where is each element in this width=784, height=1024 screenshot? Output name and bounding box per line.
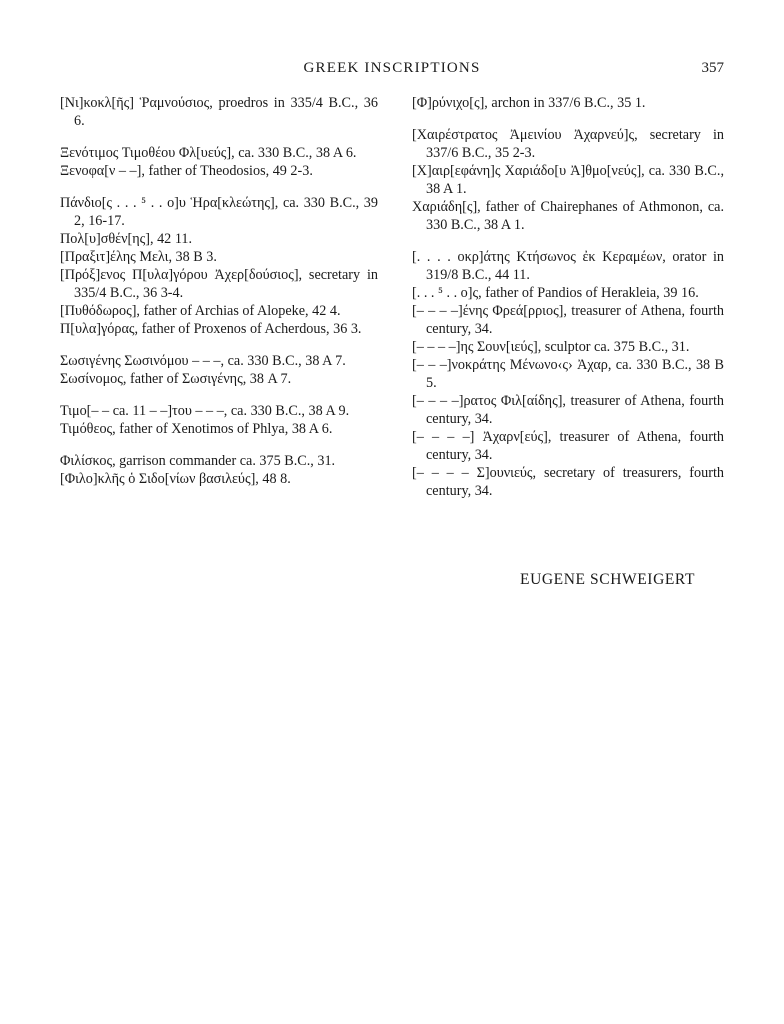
index-entry: [– – – – Σ]ουνιεύς, secretary of treasurers, fourth century, 34. [412,465,724,499]
index-entry: Τιμόθεος, father of Xenotimos of Phlya, 38 A 6. [60,421,333,437]
index-entry: [Πρόξ]ενος Π[υλα]γόρου Ἀχερ[δούσιος], secretary in 335/4 B.C., 36 3-4. [60,267,378,301]
index-entry: Πολ[υ]σθέν[ης], 42 11. [60,231,193,247]
running-title: GREEK INSCRIPTIONS [303,60,481,76]
index-entry: [. . . . οκρ]άτης Κτήσωνος ἐκ Κεραμέων, orator in 319/8 B.C., 44 11. [412,249,724,283]
index-entry: [– – – –] Ἀχαρν[εύς], treasurer of Athena, fourth century, 34. [412,429,724,463]
index-entry: [– – – –]ης Σουν[ιεύς], sculptor ca. 375 B.C., 31. [412,339,690,355]
index-entry: [Χαιρέστρατος Ἀμεινίου Ἀχαρνεύ]ς, secretary in 337/6 B.C., 35 2-3. [412,127,724,161]
index-entry: [– – –]νοκράτης Μένωνο‹ς› Ἀχαρ, ca. 330 B.C., 38 B 5. [412,357,724,391]
index-entry: Π[υλα]γόρας, father of Proxenos of Acherdous, 36 3. [60,321,362,337]
index-entry: Πάνδιο[ς . . . ⁵ . . ο]υ Ἡρα[κλεώτης], ca. 330 B.C., 39 2, 16-17. [60,195,378,229]
index-entry: Σωσίνομος, father of Σωσιγένης, 38 A 7. [60,371,292,387]
index-entry: [Πραξιτ]έλης Μελι, 38 B 3. [60,249,217,265]
index-entry: [Χ]αιρ[εφάνη]ς Χαριάδο[υ Ἀ]θμο[νεύς], ca. 330 B.C., 38 A 1. [412,163,724,197]
page-number: 357 [701,60,724,76]
page-header [60,60,724,80]
index-column-right [412,94,724,500]
index-entry: Σωσιγένης Σωσινόμου – – –, ca. 330 B.C., 38 A 7. [60,353,346,369]
index-entry: [Φιλο]κλῆς ὁ Σιδο[νίων βασιλεύς], 48 8. [60,471,291,487]
index-entry: Τιμο[– – ca. 11 – –]του – – –, ca. 330 B.C., 38 A 9. [60,403,350,419]
index-entry: Ξενοφα[ν – –], father of Theodosios, 49 2-3. [60,163,313,179]
index-entry: [Φ]ρύνιχο[ς], archon in 337/6 B.C., 35 1. [412,95,646,111]
author-signature: EUGENE SCHWEIGERT [520,571,696,588]
index-entry: [Πυθόδωρος], father of Archias of Alopeke, 42 4. [60,303,341,319]
index-entry: [– – – –]ρατος Φιλ[αίδης], treasurer of Athena, fourth century, 34. [412,393,724,427]
index-entry: Φιλίσκος, garrison commander ca. 375 B.C., 31. [60,453,336,469]
index-entry: [. . . ⁵ . . ο]ς, father of Pandios of Herakleia, 39 16. [412,285,699,301]
index-column-left [60,94,378,488]
index-entry: Ξενότιμος Τιμοθέου Φλ[υεύς], ca. 330 B.C., 38 A 6. [60,145,357,161]
index-entry: [– – – –]ένης Φρεά[ρριος], treasurer of Athena, fourth century, 34. [412,303,724,337]
index-entry: [Νι]κοκλ[ῆς] Ῥαμνούσιος, proedros in 335/4 B.C., 36 6. [60,95,378,129]
index-entry: Χαριάδη[ς], father of Chairephanes of Athmonon, ca. 330 B.C., 38 A 1. [412,199,724,233]
